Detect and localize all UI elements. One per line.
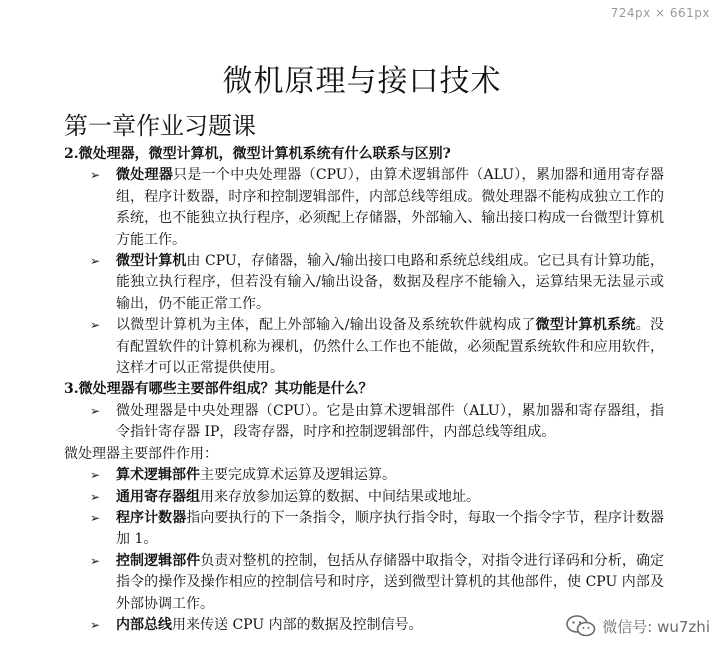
item-text: 微处理器是中央处理器（CPU）。它是由算术逻辑部件（ALU），累加器和寄存器组，指令指针寄存器 IP，段寄存器，时序和控制逻辑部件，内部总线等组成。 [116,402,664,441]
term-internal-bus: 内部总线 [116,616,172,633]
term-program-counter: 程序计数器 [116,509,187,526]
list-item [64,315,664,379]
watermark-text: 微信号: wu7zhi [602,617,710,636]
list-item [64,508,664,551]
term-microprocessor: 微处理器 [116,167,174,184]
list-item [64,251,664,315]
item-text-before: 以微型计算机为主体，配上外部输入/输出设备及系统软件就构成了 [116,317,536,334]
item-text: 用来存放参加运算的数据、中间结果或地址。 [200,488,480,505]
list-item [64,487,664,508]
arrow-bullet-icon: ➢ [90,168,101,183]
item-text: 用来传送 CPU 内部的数据及控制信号。 [172,616,423,633]
list-item [64,465,664,486]
item-text: 由 CPU，存储器，输入/输出接口电路和系统总线组成。它已具有计算功能，能独立执行程序，但若没有输入/输出设备，数据及程序不能输入，运算结果无法显示或输出，仍不能正常工作。 [116,253,664,312]
term-control-logic: 控制逻辑部件 [116,552,201,569]
document-title: 微机原理与接口技术 [222,64,502,99]
question-2: 2.微处理器，微型计算机，微型计算机系统有什么联系与区别? [64,146,451,162]
arrow-bullet-icon: ➢ [90,254,101,269]
document-body [64,144,664,636]
list-item [64,401,664,444]
arrow-bullet-icon: ➢ [90,468,101,483]
arrow-bullet-icon: ➢ [90,553,101,568]
arrow-bullet-icon: ➢ [90,318,101,333]
item-text: 只是一个中央处理器（CPU），由算术逻辑部件（ALU），累加器和通用寄存器组，程序计数器，时序和控制逻辑部件，内部总线等组成。微处理器不能构成独立工作的系统，也不能独立执行程序，必须配上存储器，外部输入、输出接口构成一台微型计算机方能工作。 [116,167,665,248]
list-item [64,551,664,615]
components-heading: 微处理器主要部件作用： [64,445,218,462]
arrow-bullet-icon: ➢ [90,617,101,632]
item-text-after: 。没有配置软件的计算机称为裸机，仍然什么工作也不能做，必须配置系统软件和应用软件，这样才可以正常提供使用。 [116,317,664,377]
item-text: 指向要执行的下一条指令，顺序执行指令时，每取一个指令字节，程序计数器加 1。 [116,509,665,548]
image-dimensions-label: 724px × 661px [610,6,710,20]
watermark [566,615,710,637]
item-text: 负责对整机的控制，包括从存储器中取指令，对指令进行译码和分析，确定指令的操作及操作相应的控制信号和时序，送到微型计算机的其他部件，使 CPU 内部及外部协调工作。 [116,552,665,612]
list-item [64,165,664,251]
wechat-icon [566,615,596,637]
term-registers: 通用寄存器组 [116,488,200,505]
term-microcomputer: 微型计算机 [116,253,187,270]
item-text: 主要完成算术运算及逻辑运算。 [200,467,396,484]
arrow-bullet-icon: ➢ [90,489,101,504]
chapter-heading: 第一章作业习题课 [64,112,256,140]
term-microcomputer-system: 微型计算机系统 [535,317,636,334]
question-3: 3.微处理器有哪些主要部件组成？其功能是什么？ [64,381,373,398]
arrow-bullet-icon: ➢ [90,403,101,418]
term-alu: 算术逻辑部件 [116,467,200,484]
arrow-bullet-icon: ➢ [90,510,101,525]
